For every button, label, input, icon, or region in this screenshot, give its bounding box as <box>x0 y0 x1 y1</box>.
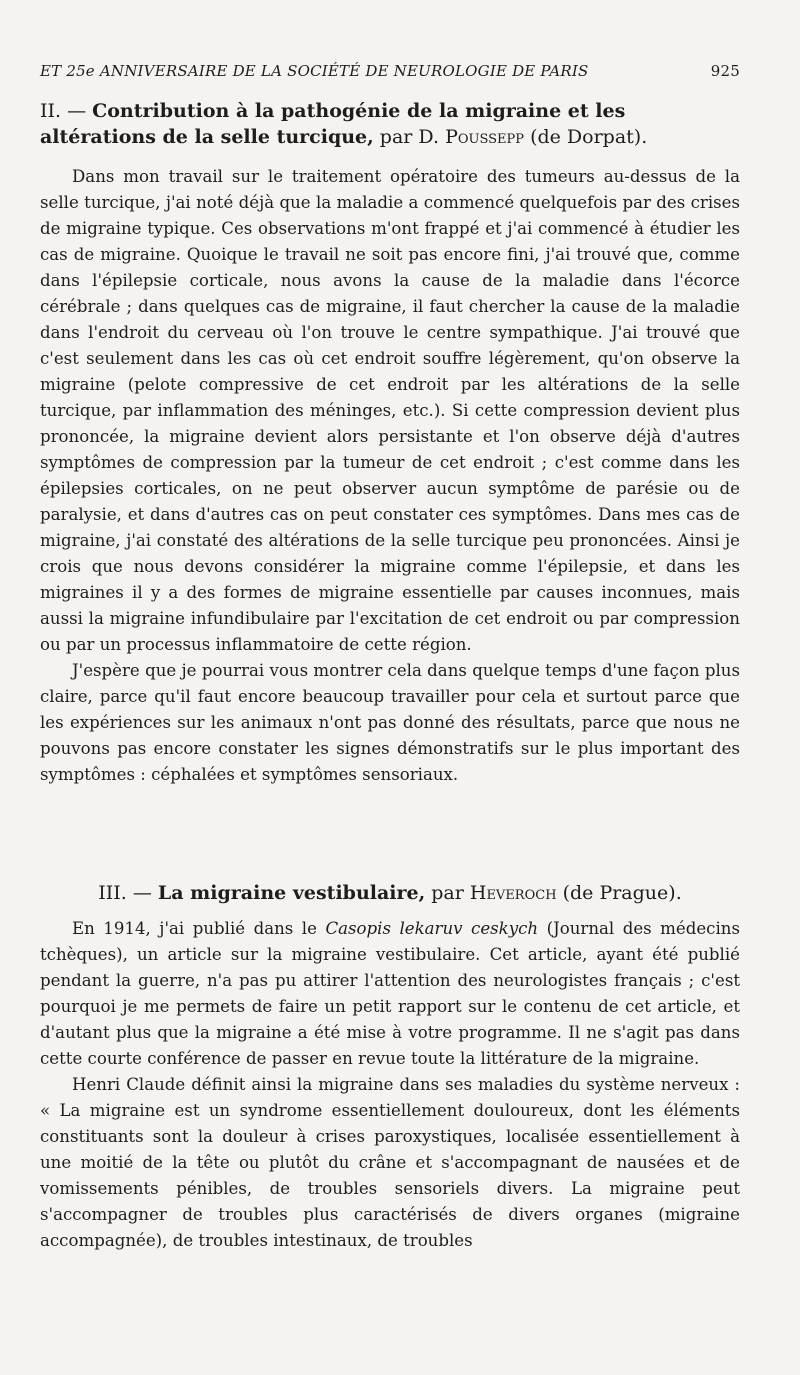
section-3-numeral: III. — <box>98 882 158 904</box>
section-3-title: La migraine vestibulaire, <box>157 882 426 904</box>
running-head-title: ET 25e ANNIVERSAIRE DE LA SOCIÉTÉ DE NEUROLOGIE DE PARIS <box>40 62 589 80</box>
section-2-affiliation: (de Dorpat). <box>524 126 648 148</box>
journal-title: Casopis lekaruv ceskych <box>325 919 539 938</box>
running-head <box>40 62 740 80</box>
section-2-title: Contribution à la pathogénie de la migraine et les altérations de la selle turcique, <box>40 100 626 148</box>
section-3-by: par <box>425 882 470 904</box>
section-3-paragraph <box>40 916 740 1072</box>
section-3-author: Heveroch <box>469 882 557 904</box>
p1-before: En 1914, j'ai publié dans le <box>72 919 326 938</box>
section-3-affiliation: (de Prague). <box>556 882 682 904</box>
section-2 <box>40 98 740 788</box>
section-3-paragraph: Henri Claude définit ainsi la migraine dans ses maladies du système nerveux : « La migraine est un syndrome essentiellement douloureux, dont les éléments constituants sont la douleur à crises paroxystiques, localisée essentiellement à une moitié de la tête ou plutôt du crâne et s'accompagnant de nausées et de vomissements pénibles, de troubles sensoriels divers. La migraine peut s'accompagner de troubles plus caractérisés de divers organes (migraine accompagnée), de troubles intestinaux, de troubles <box>40 1075 740 1250</box>
page-number: 925 <box>710 62 740 80</box>
section-3-heading <box>40 880 740 906</box>
section-2-heading <box>40 98 740 150</box>
section-2-author: Poussepp <box>445 126 525 148</box>
section-2-paragraph: J'espère que je pourrai vous montrer cela dans quelque temps d'une façon plus claire, parce qu'il faut encore beaucoup travailler pour cela et surtout parce que les expériences sur les animaux n'ont pas donné des résultats, parce que nous ne pouvons pas encore constater les signes démonstratifs sur le plus important des symptômes : céphalées et symptômes sensoriaux. <box>40 661 740 784</box>
section-2-paragraph: Dans mon travail sur le traitement opératoire des tumeurs au-dessus de la selle turcique, j'ai noté déjà que la maladie a commencé quelquefois par des crises de migraine typique. Ces observations m'ont frappé et j'ai commencé à étudier les cas de migraine. Quoique le travail ne soit pas encore fini, j'ai trouvé que, comme dans l'épilepsie corticale, nous avons la cause de la maladie dans l'écorce cérébrale ; dans quelques cas de migraine, il faut chercher la cause de la maladie dans l'endroit du cerveau où l'on trouve le centre sympathique. J'ai trouvé que c'est seulement dans les cas où cet endroit souffre légèrement, qu'on observe la migraine (pelote compressive de cet endroit par les altérations de la selle turcique, par inflammation des méninges, etc.). Si cette compression devient plus prononcée, la migraine devient alors persistante et l'on observe déjà d'autres symptômes de compression par la tumeur de cet endroit ; c'est comme dans les épilepsies corticales, on ne peut observer aucun symptôme de parésie ou de paralysie, et dans d'autres cas on peut constater ces symptômes. Dans mes cas de migraine, j'ai constaté des altérations de la selle turcique peu prononcées. Ainsi je crois que nous devons considérer la migraine comme l'épilepsie, et dans les migraines il y a des formes de migraine essentielle par causes inconnues, mais aussi la migraine infundibulaire par l'excitation de cet endroit ou par compression ou par un processus inflammatoire de cette région. <box>40 167 740 654</box>
section-2-by: par D. <box>373 126 446 148</box>
section-2-numeral: II. — <box>40 100 93 122</box>
p1-after: (Journal des médecins tchèques), un article sur la migraine vestibulaire. Cet article, ayant été publié pendant la guerre, n'a pas pu attirer l'attention des neurologistes français ; c'est pourquoi je me permets de faire un petit rapport sur le contenu de cet article, et d'autant plus que la migraine a été mise à votre programme. Il ne s'agit pas dans cette courte conférence de passer en revue toute la littérature de la migraine. <box>40 919 740 1068</box>
section-3 <box>40 880 740 1254</box>
